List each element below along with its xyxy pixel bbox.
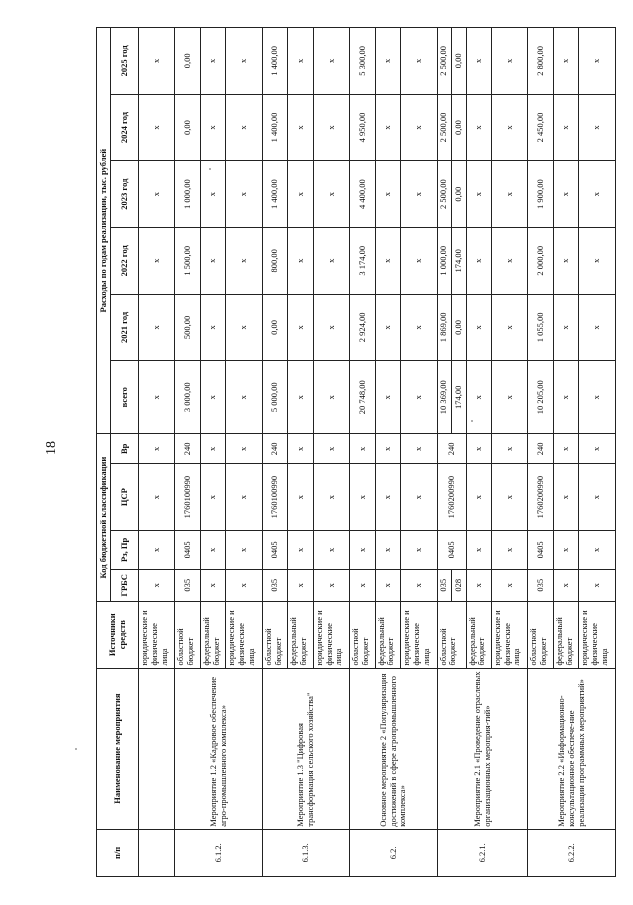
header-2022: 2022 год [111,227,139,294]
cell-source: областной бюджет [437,601,466,668]
cell-rzpr: х [401,530,437,569]
cell-2024: х [288,94,313,161]
cell-pn: 6.1.3. [262,829,349,876]
cell-2024: 0,00 [175,94,200,161]
cell-2021: х [579,294,616,361]
cell-2023: х [139,161,175,228]
cell-grbs: 035 [528,569,553,601]
header-vr: Вр [111,434,139,464]
cell-rzpr: х [466,530,491,569]
cell-2023: х [579,161,616,228]
cell-csr: х [200,464,225,531]
cell-2023: 1 000,00 [175,161,200,228]
cell-total: 174,00 [452,361,466,434]
cell-rzpr: х [288,530,313,569]
cell-csr: х [139,464,175,531]
cell-vr: 240 [262,434,287,464]
cell-csr: х [491,464,527,531]
table-row [528,28,553,877]
cell-vr: 240 [437,434,466,464]
cell-vr: х [466,434,491,464]
cell-vr: х [288,434,313,464]
cell-total: 3 000,00 [175,361,200,434]
cell-2023: х [491,161,527,228]
cell-csr: х [288,464,313,531]
cell-csr: х [226,464,262,531]
cell-2022: 1 500,00 [175,227,200,294]
cell-grbs: 035 [437,569,451,601]
cell-rzpr: 0405 [175,530,200,569]
cell-vr: 240 [528,434,553,464]
cell-2024: 2 450,00 [528,94,553,161]
cell-2021: х [553,294,578,361]
cell-name: Основное мероприятие 2 «Популяризация достижений в сфере агропромышленного комплекса» [350,668,437,829]
cell-2022: х [553,227,578,294]
header-grbs: ГРБС [111,569,139,601]
cell-csr: х [350,464,375,531]
header-name: Наименование мероприятия [97,668,139,829]
cell-csr: х [553,464,578,531]
cell-2024: х [491,94,527,161]
cell-grbs: х [579,569,616,601]
cell-2023: х [553,161,578,228]
cell-pn: 6.2.2. [528,829,616,876]
cell-grbs: 035 [262,569,287,601]
cell-2022: х [375,227,400,294]
header-kbk: Код бюджетной классификации [97,434,111,602]
cell-2021: 0,00 [452,294,466,361]
cell-vr: х [579,434,616,464]
cell-2023: 1 900,00 [528,161,553,228]
cell-total: х [226,361,262,434]
scan-speck [471,420,473,422]
table-row [139,28,175,877]
cell-name [139,668,175,829]
cell-2025: 2 800,00 [528,28,553,95]
cell-2022: 800,00 [262,227,287,294]
cell-rzpr: х [139,530,175,569]
page-number: 18 [44,441,59,455]
cell-2023: 4 400,00 [350,161,375,228]
cell-2024: х [466,94,491,161]
cell-total: х [491,361,527,434]
header-2021: 2021 год [111,294,139,361]
cell-rzpr: х [375,530,400,569]
cell-2021: 2 924,00 [350,294,375,361]
cell-name: Мероприятие 1.2 «Кадровое обеспечение агро-промышленного комплекса» [175,668,262,829]
cell-source: федеральный бюджет [288,601,313,668]
cell-2024: х [375,94,400,161]
cell-2022: 2 000,00 [528,227,553,294]
cell-2022: х [466,227,491,294]
cell-2025: 0,00 [452,28,466,95]
cell-2023: х [313,161,349,228]
cell-total: х [579,361,616,434]
cell-2025: х [553,28,578,95]
cell-name: Мероприятие 2.2 «Информационно-консультационное обеспече-ние реализации программных мероприятий» [528,668,616,829]
cell-2021: х [313,294,349,361]
header-2024: 2024 год [111,94,139,161]
cell-2025: 5 300,00 [350,28,375,95]
header-csr: ЦСР [111,464,139,531]
cell-source: юридические и физические лица [491,601,527,668]
cell-csr: 1760200990 [528,464,553,531]
cell-2023: 1 400,00 [262,161,287,228]
cell-rzpr: 0405 [528,530,553,569]
cell-csr: х [466,464,491,531]
cell-2023: 0,00 [452,161,466,228]
cell-source: областной бюджет [350,601,375,668]
header-2023: 2023 год [111,161,139,228]
cell-vr: х [375,434,400,464]
cell-2021: х [139,294,175,361]
cell-grbs: х [491,569,527,601]
cell-2022: 1 000,00 [437,227,451,294]
cell-vr: х [401,434,437,464]
cell-2021: 1 055,00 [528,294,553,361]
cell-2023: х [226,161,262,228]
scan-speck [209,168,211,170]
cell-2024: 4 950,00 [350,94,375,161]
cell-rzpr: х [553,530,578,569]
cell-csr: 1760100990 [175,464,200,531]
cell-2024: х [401,94,437,161]
cell-source: федеральный бюджет [553,601,578,668]
cell-2022: х [313,227,349,294]
cell-vr: х [139,434,175,464]
cell-vr: 240 [175,434,200,464]
cell-rzpr: х [226,530,262,569]
cell-2024: х [200,94,225,161]
cell-total: 20 748,00 [350,361,375,434]
cell-2021: 1 869,00 [437,294,451,361]
cell-grbs: х [226,569,262,601]
cell-rzpr: 0405 [262,530,287,569]
table-row [262,28,287,877]
cell-2025: х [491,28,527,95]
cell-rzpr: х [579,530,616,569]
cell-total: 5 000,00 [262,361,287,434]
cell-grbs: х [553,569,578,601]
cell-2025: х [200,28,225,95]
cell-2023: х [200,161,225,228]
cell-2025: х [375,28,400,95]
cell-2024: х [226,94,262,161]
cell-2021: х [466,294,491,361]
cell-2024: 1 400,00 [262,94,287,161]
cell-rzpr: х [491,530,527,569]
cell-source: юридические и физические лица [139,601,175,668]
scan-speck [75,748,77,750]
cell-grbs: 028 [452,569,466,601]
cell-2022: х [200,227,225,294]
cell-pn: 6.2. [350,829,437,876]
cell-2025: 0,00 [175,28,200,95]
cell-grbs: х [288,569,313,601]
cell-2021: х [200,294,225,361]
cell-total: 10 205,00 [528,361,553,434]
cell-csr: х [313,464,349,531]
cell-grbs: х [200,569,225,601]
cell-2025: х [226,28,262,95]
cell-csr: 1760200990 [437,464,466,531]
cell-total: х [139,361,175,434]
cell-2024: х [313,94,349,161]
cell-2022: х [401,227,437,294]
cell-total: х [313,361,349,434]
table-row [175,28,200,877]
cell-vr: х [553,434,578,464]
cell-2024: 2 500,00 [437,94,451,161]
cell-source: юридические и физические лица [226,601,262,668]
cell-source: областной бюджет [528,601,553,668]
cell-2023: х [288,161,313,228]
cell-total: х [401,361,437,434]
header-source: Источники средств [97,601,139,668]
cell-csr: х [401,464,437,531]
table-row [350,28,375,877]
header-rzpr: Рз, Пр [111,530,139,569]
cell-2024: х [139,94,175,161]
cell-2021: х [491,294,527,361]
table-row [437,28,451,877]
cell-source: юридические и физические лица [313,601,349,668]
cell-grbs: х [401,569,437,601]
budget-table [96,27,616,877]
cell-2023: 2 500,00 [437,161,451,228]
cell-grbs: х [466,569,491,601]
cell-name: Мероприятие 1.3 "Цифровая трансформация сельского хозяйства" [262,668,349,829]
cell-total: х [466,361,491,434]
cell-source: юридические и физические лица [401,601,437,668]
cell-grbs: х [313,569,349,601]
cell-total: х [375,361,400,434]
cell-2022: 3 174,00 [350,227,375,294]
cell-rzpr: х [350,530,375,569]
cell-2023: х [401,161,437,228]
cell-source: федеральный бюджет [466,601,491,668]
cell-source: юридические и физические лица [579,601,616,668]
cell-2024: х [579,94,616,161]
cell-2025: х [401,28,437,95]
cell-grbs: 035 [175,569,200,601]
cell-rzpr: х [313,530,349,569]
cell-2025: 1 400,00 [262,28,287,95]
cell-source: федеральный бюджет [200,601,225,668]
rotated-table-wrapper [96,27,616,877]
cell-2021: х [375,294,400,361]
cell-2025: х [139,28,175,95]
cell-csr: х [579,464,616,531]
cell-total: 10 369,00 [437,361,451,434]
cell-grbs: х [375,569,400,601]
cell-pn [139,829,175,876]
cell-vr: х [313,434,349,464]
cell-2021: х [288,294,313,361]
cell-rzpr: х [200,530,225,569]
cell-2022: х [139,227,175,294]
cell-2025: х [288,28,313,95]
cell-vr: х [200,434,225,464]
cell-2021: 500,00 [175,294,200,361]
cell-2022: 174,00 [452,227,466,294]
cell-total: х [200,361,225,434]
cell-csr: 1760100990 [262,464,287,531]
header-expenses: Расходы по годам реализации, тыс. рублей [97,28,111,434]
cell-2024: 0,00 [452,94,466,161]
cell-2021: 0,00 [262,294,287,361]
cell-2021: х [226,294,262,361]
cell-rzpr: 0405 [437,530,466,569]
cell-name: Мероприятие 2.1 «Проведение отраслевых организационных мероприя-тий» [437,668,528,829]
header-total: всего [111,361,139,434]
cell-grbs: х [139,569,175,601]
cell-2022: х [226,227,262,294]
cell-2022: х [288,227,313,294]
cell-pn: 6.1.2. [175,829,262,876]
cell-source: областной бюджет [262,601,287,668]
header-pn: п/п [97,829,139,876]
cell-2021: х [401,294,437,361]
cell-2025: 2 500,00 [437,28,451,95]
header-2025: 2025 год [111,28,139,95]
cell-pn: 6.2.1. [437,829,528,876]
cell-2022: х [579,227,616,294]
cell-total: х [288,361,313,434]
cell-vr: х [226,434,262,464]
cell-2023: х [375,161,400,228]
cell-2024: х [553,94,578,161]
cell-grbs: х [350,569,375,601]
cell-2025: х [313,28,349,95]
cell-total: х [553,361,578,434]
cell-2023: х [466,161,491,228]
cell-source: федеральный бюджет [375,601,400,668]
cell-2025: х [579,28,616,95]
cell-vr: х [350,434,375,464]
cell-csr: х [375,464,400,531]
cell-2022: х [491,227,527,294]
cell-source: областной бюджет [175,601,200,668]
cell-2025: х [466,28,491,95]
cell-vr: х [491,434,527,464]
